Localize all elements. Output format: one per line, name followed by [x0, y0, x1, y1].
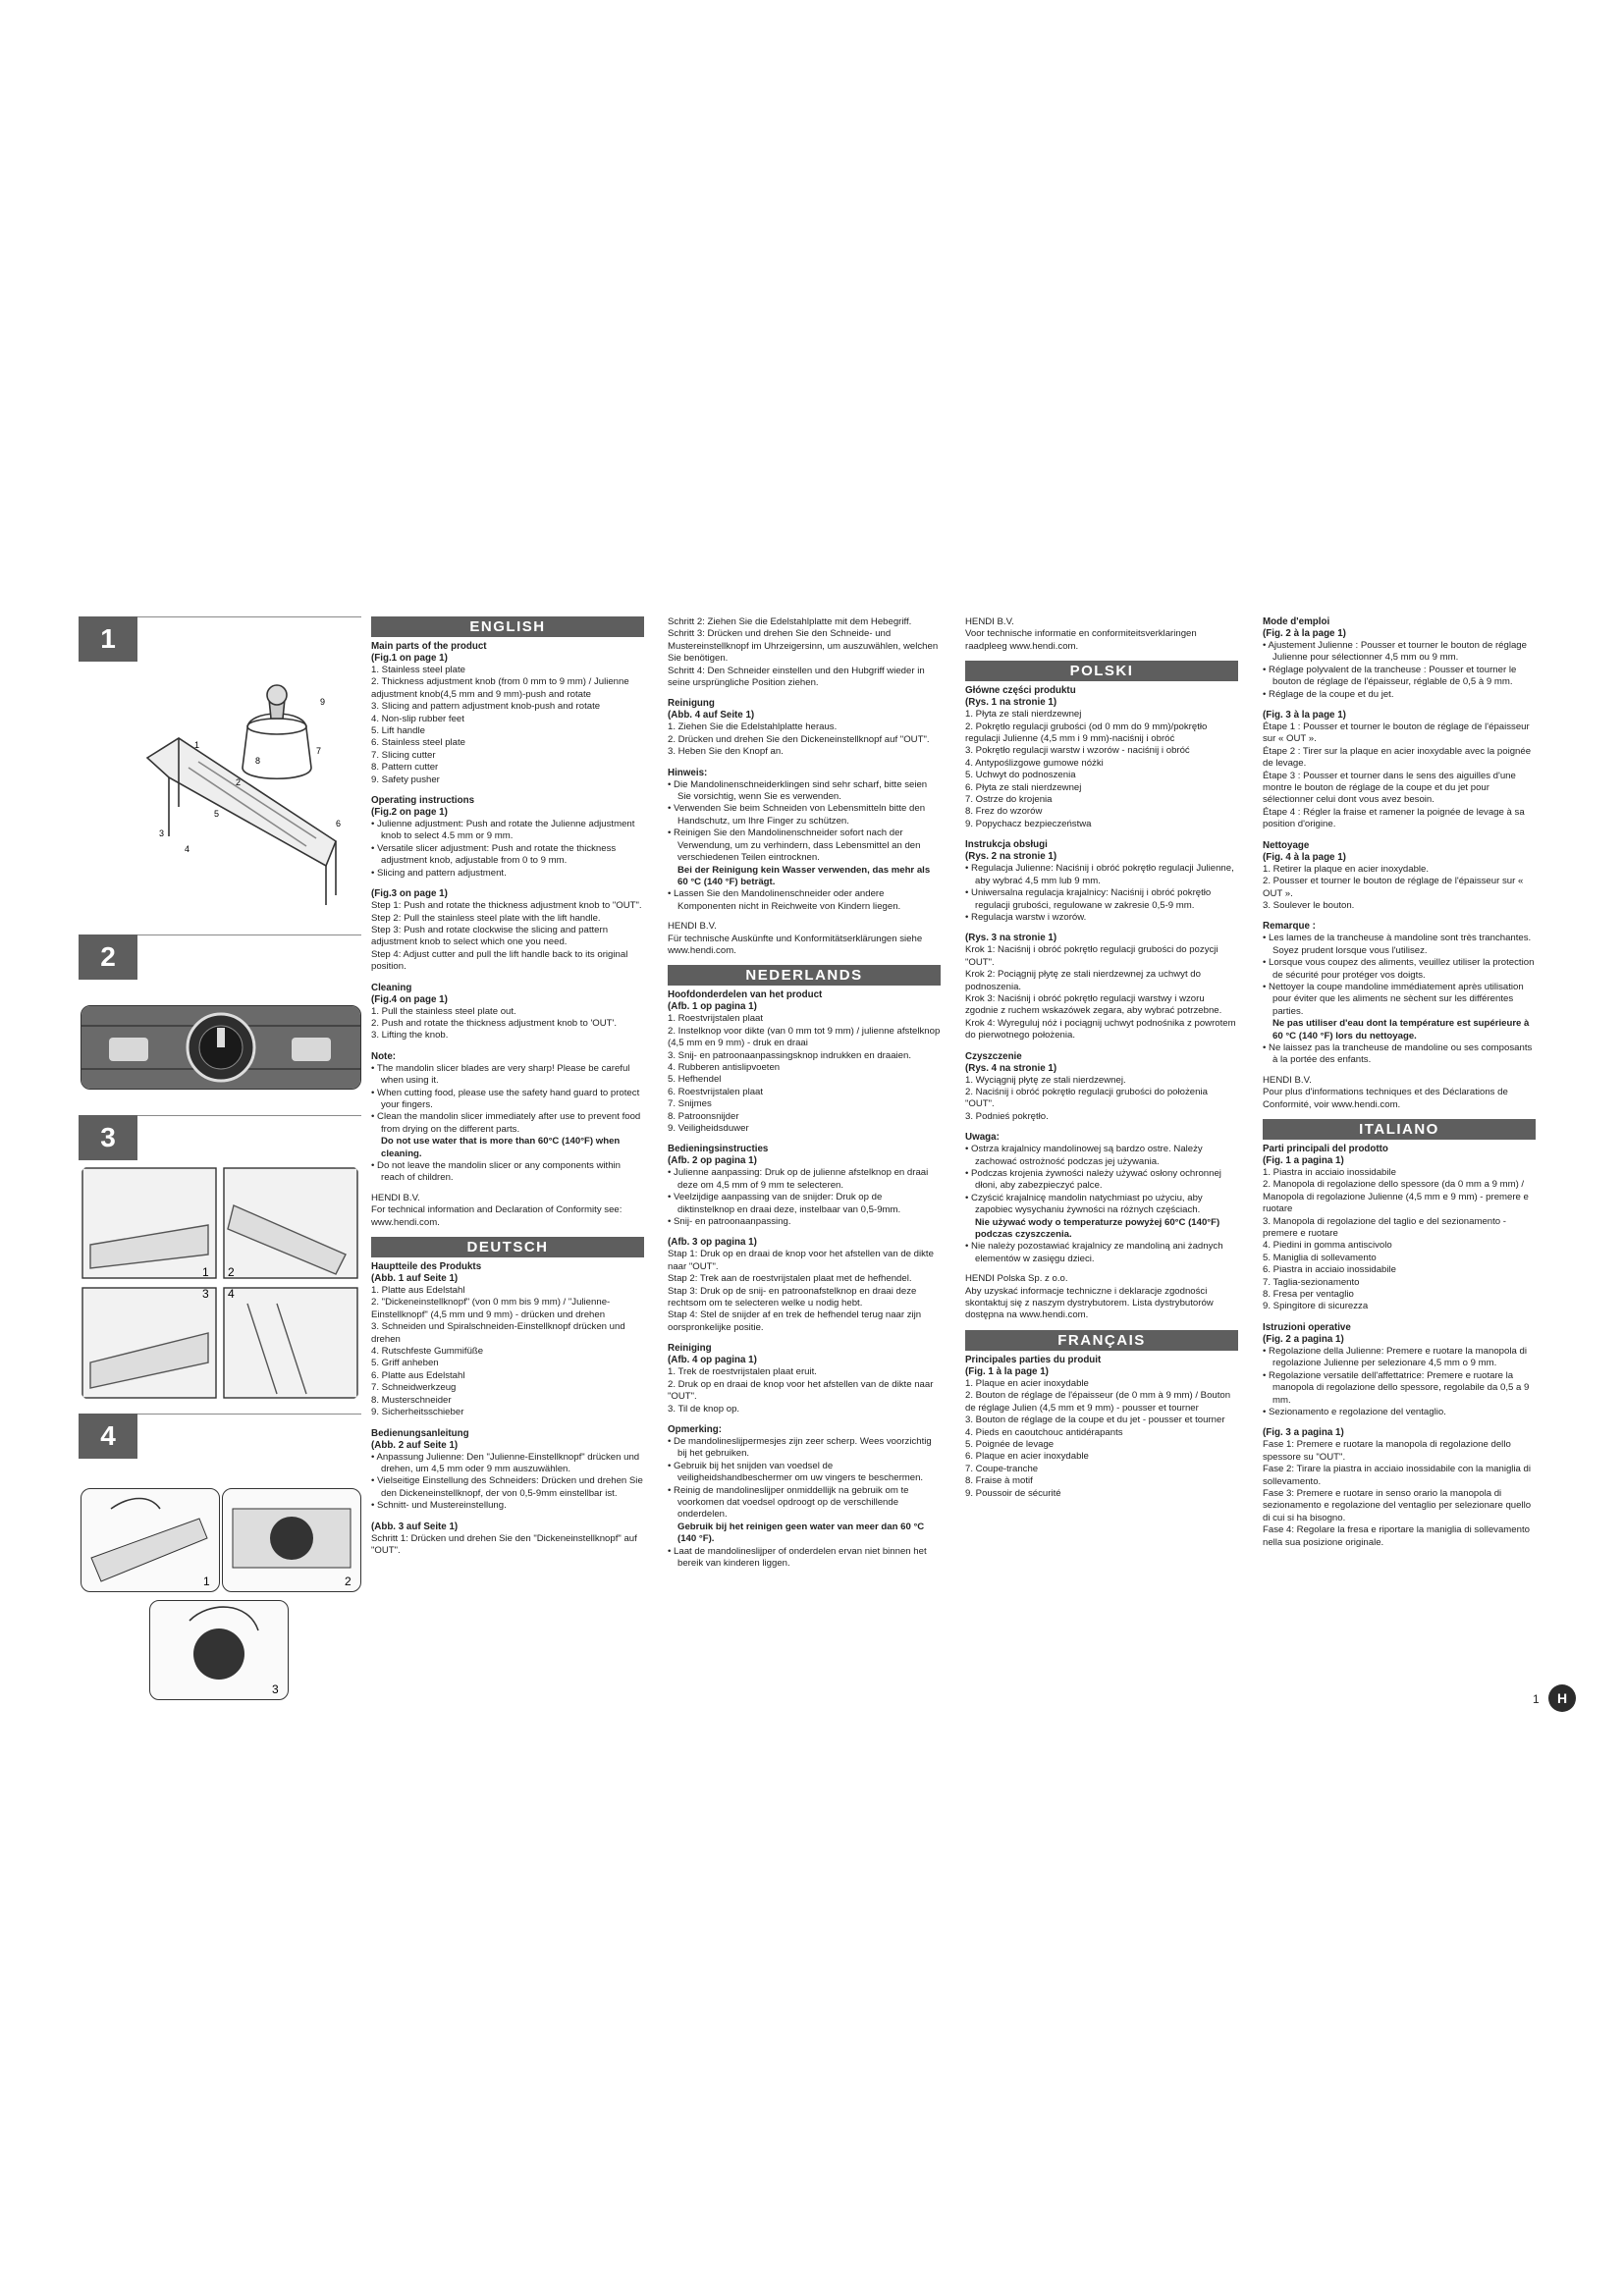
- operating-list: [371, 819, 644, 880]
- list-item: • Verwenden Sie beim Schneiden von Lebensmitteln bitte den Handschutz, um Ihre Finger zu schützen.: [668, 803, 941, 828]
- figure-ref: (Fig. 3 a pagina 1): [1263, 1427, 1344, 1439]
- list-item: 5. Maniglia di sollevamento: [1263, 1252, 1377, 1263]
- list-item: Krok 1: Naciśnij i obróć pokrętło regulacji grubości do pozycji "OUT".: [965, 944, 1218, 968]
- steps-list: [668, 616, 941, 689]
- steps-illustration: [81, 1166, 359, 1400]
- heading: Istruzioni operative: [1263, 1321, 1351, 1333]
- column-3: [965, 616, 1238, 1500]
- heading: Opmerking:: [668, 1423, 722, 1435]
- divider: [137, 616, 361, 617]
- heading: Note:: [371, 1050, 397, 1062]
- steps-list: [371, 1533, 644, 1558]
- cleaning-list: [1263, 864, 1536, 913]
- heading: Uwaga:: [965, 1132, 1000, 1144]
- heading: Parti principali del prodotto: [1263, 1144, 1388, 1154]
- note-list: [668, 779, 941, 913]
- list-item: 2. Naciśnij i obróć pokrętło regulacji grubości do położenia "OUT".: [965, 1086, 1208, 1110]
- section-title-francais: FRANÇAIS: [965, 1330, 1238, 1351]
- cleaning-list: [668, 721, 941, 758]
- parts-list: [668, 1013, 941, 1135]
- figure-ref: (Fig. 2 a pagina 1): [1263, 1333, 1344, 1345]
- warning-text: [668, 865, 941, 889]
- list-item: 8. Musterschneider: [371, 1394, 452, 1406]
- list-item: 9. Spingitore di sicurezza: [1263, 1301, 1369, 1312]
- figure-1: [79, 616, 361, 931]
- section-title-polski: POLSKI: [965, 661, 1238, 681]
- list-item: • Les lames de la trancheuse à mandoline sont très tranchantes. Soyez prudent lorsque vous l'utilisez.: [1263, 933, 1536, 957]
- list-item: 2. Instelknop voor dikte (van 0 mm tot 9 mm) / julienne afstelknop (4,5 mm en 9 mm) - druk en draai: [668, 1025, 941, 1049]
- list-item: 4. Piedini in gomma antiscivolo: [1263, 1240, 1392, 1252]
- warning-text: [965, 1217, 1238, 1242]
- list-item: • Slicing and pattern adjustment.: [371, 868, 644, 880]
- heading: Cleaning: [371, 982, 412, 993]
- parts-list: [371, 1285, 644, 1418]
- list-item: 7. Schneidwerkzeug: [371, 1382, 457, 1394]
- callout-7: 7: [316, 746, 322, 756]
- list-item: • Ne laissez pas la trancheuse de mandoline ou ses composants à la portée des enfants.: [1263, 1042, 1536, 1067]
- figure-ref: (Abb. 2 auf Seite 1): [371, 1439, 459, 1451]
- list-item: Krok 4: Wyreguluj nóż i pociągnij uchwyt podnośnika z powrotem do pierwotnego położenia.: [965, 1017, 1236, 1041]
- list-item: 6. Roestvrijstalen plaat: [668, 1086, 764, 1097]
- list-item: • The mandolin slicer blades are very sharp! Please be careful when using it.: [371, 1063, 644, 1088]
- figure-ref: (Afb. 4 op pagina 1): [668, 1355, 757, 1366]
- heading: Mode d'emploi: [1263, 616, 1330, 627]
- heading: Operating instructions: [371, 795, 475, 807]
- panel-label-1: 1: [202, 1265, 209, 1279]
- cleaning-list: [371, 1006, 644, 1042]
- list-item: • Podczas krojenia żywności należy używać osłony ochronnej dłoni, aby zabezpieczyć palce.: [965, 1168, 1238, 1193]
- figure-ref: (Rys. 4 na stronie 1): [965, 1062, 1057, 1074]
- list-item: 4. Antypoślizgowe gumowe nóżki: [965, 757, 1104, 769]
- warning-bold: Bei der Reinigung kein Wasser verwenden, das mehr als 60 °C (140 °F) beträgt.: [677, 864, 931, 887]
- list-item: • Lorsque vous coupez des aliments, veuillez utiliser la protection de sécurité pour protéger vos doigts.: [1263, 957, 1536, 982]
- callout-2: 2: [236, 777, 242, 787]
- list-item: Fase 2: Tirare la piastra in acciaio inossidabile con la maniglia di sollevamento.: [1263, 1464, 1532, 1487]
- list-item: Step 2: Pull the stainless steel plate with the lift handle.: [371, 912, 601, 924]
- steps-list: [1263, 1439, 1536, 1549]
- list-item: • Die Mandolinenschneiderklingen sind sehr scharf, bitte seien Sie vorsichtig, wenn Sie es verwenden.: [668, 779, 941, 804]
- section-title-nederlands: NEDERLANDS: [668, 965, 941, 986]
- list-item: • Sezionamento e regolazione del ventaglio.: [1263, 1407, 1536, 1418]
- list-item: Fase 3: Premere e ruotare in senso orario la manopola di sezionamento e regolazione del ventaglio per selezionare quello di cui si ha bisogno.: [1263, 1487, 1532, 1523]
- mandoline-slicer-illustration: [139, 669, 357, 915]
- section-title-english: ENGLISH: [371, 616, 644, 637]
- list-item: • Uniwersalna regulacja krajalnicy: Naciśnij i obróć pokrętło regulacji grubości, regulowane w zakresie 0,5-9 mm.: [965, 887, 1238, 912]
- warning-text: [668, 1522, 941, 1546]
- conformity-text: Voor technische informatie en conformiteitsverklaringen raadpleeg www.hendi.com.: [965, 628, 1197, 652]
- list-item: • Reinigen Sie den Mandolinenschneider sofort nach der Verwendung, um zu verhindern, dass Lebensmittel an den verschiedenen Teilen eintrocknen.: [668, 828, 941, 864]
- parts-list: [1263, 1167, 1536, 1313]
- note-list: [965, 1144, 1238, 1265]
- conformity-text: Aby uzyskać informacje techniczne i deklaracje zgodności skontaktuj się z naszym dystrybutorem. Lista dystrybutorów dostępna na www.hendi.com.: [965, 1285, 1214, 1321]
- list-item: 3. Heben Sie den Knopf an.: [668, 746, 784, 758]
- warning-bold: Gebruik bij het reinigen geen water van meer dan 60 °C (140 °F).: [677, 1521, 925, 1545]
- list-item: • Czyścić krajalnicę mandolin natychmiast po użyciu, aby zapobiec wysychaniu żywności na różnych częściach.: [965, 1193, 1238, 1217]
- figure-ref: (Abb. 3 auf Seite 1): [371, 1521, 459, 1532]
- list-item: 2. Thickness adjustment knob (from 0 mm to 9 mm) / Julienne adjustment knob(4,5 mm and 9 mm)-push and rotate: [371, 676, 629, 700]
- section-title-deutsch: DEUTSCH: [371, 1237, 644, 1257]
- panel-label-1: 1: [203, 1575, 210, 1588]
- list-item: 2. Push and rotate the thickness adjustment knob to 'OUT'.: [371, 1017, 618, 1029]
- figure-ref: (Afb. 2 op pagina 1): [668, 1155, 757, 1167]
- list-item: • Regolazione della Julienne: Premere e ruotare la manopola di regolazione Julienne per selezionare 4,5 mm o 9 mm.: [1263, 1346, 1536, 1370]
- cleaning-step-2: [222, 1488, 361, 1592]
- list-item: • Snij- en patroonaanpassing.: [668, 1216, 941, 1228]
- list-item: • Ostrza krajalnicy mandolinowej są bardzo ostre. Należy zachować ostrożność podczas jej używania.: [965, 1144, 1238, 1168]
- figure-2: [79, 934, 361, 1111]
- list-item: 3. Podnieś pokrętło.: [965, 1110, 1049, 1122]
- parts-list: [965, 709, 1238, 830]
- list-item: 8. Pattern cutter: [371, 762, 439, 774]
- list-item: 2. "Dickeneinstellknopf" (von 0 mm bis 9 mm) / "Julienne-Einstellknopf" (4,5 mm und 9 mm) - drücken und drehen: [371, 1297, 611, 1320]
- panel-label-3: 3: [202, 1287, 209, 1301]
- list-item: 3. Manopola di regolazione del taglio e del sezionamento - premere e ruotare: [1263, 1215, 1506, 1240]
- cleaning-list: [965, 1075, 1238, 1124]
- list-item: 4. Rutschfeste Gummifüße: [371, 1346, 484, 1358]
- figure-ref: (Abb. 4 auf Seite 1): [668, 710, 755, 721]
- list-item: 7. Snijmes: [668, 1098, 712, 1110]
- list-item: • Réglage polyvalent de la trancheuse : Pousser et tourner le bouton de réglage de l'épaisseur, réglable de 0,5 à 9 mm.: [1263, 665, 1536, 689]
- list-item: Schritt 2: Ziehen Sie die Edelstahlplatte mit dem Hebegriff.: [668, 616, 912, 627]
- list-item: • Reinig de mandolineslijper onmiddellijk na gebruik om te voorkomen dat voedsel opdroogt op de verschillende onderdelen.: [668, 1485, 941, 1522]
- divider: [137, 934, 361, 935]
- heading: Czyszczenie: [965, 1050, 1022, 1062]
- list-item: 8. Fraise à motif: [965, 1475, 1033, 1487]
- list-item: Krok 2: Pociągnij płytę ze stali nierdzewnej za uchwyt do podnoszenia.: [965, 969, 1201, 992]
- brand: HENDI B.V.: [965, 616, 1014, 627]
- list-item: Krok 3: Naciśnij i obróć pokrętło regulacji warstwy i wzoru zgodnie z ruchem wskazówek zegara, aby wybrać potrzebne.: [965, 992, 1222, 1017]
- panel-label-4: 4: [228, 1287, 235, 1301]
- heading: Reinigung: [668, 698, 715, 710]
- figure-ref: (Rys. 1 na stronie 1): [965, 697, 1057, 709]
- list-item: 5. Lift handle: [371, 725, 425, 737]
- list-item: Step 1: Push and rotate the thickness adjustment knob to "OUT".: [371, 900, 642, 912]
- list-item: Step 3: Push and rotate clockwise the slicing and pattern adjustment knob to select which one you need.: [371, 924, 609, 948]
- warning-bold: Do not use water that is more than 60°C (140°F) when cleaning.: [381, 1136, 621, 1159]
- figure-4: [79, 1414, 361, 1696]
- list-item: 6. Plaque en acier inoxydable: [965, 1451, 1089, 1463]
- figure-ref: (Abb. 1 auf Seite 1): [371, 1273, 459, 1285]
- figure-strip: [79, 616, 361, 1696]
- list-item: 9. Popychacz bezpieczeństwa: [965, 818, 1092, 829]
- callout-4: 4: [185, 844, 190, 854]
- list-item: Schritt 3: Drücken und drehen Sie den Schneide- und Mustereinstellknopf im Uhrzeigersinn, um auszuwählen, welchen Sie benötigen.: [668, 628, 939, 665]
- list-item: 2. Drücken und drehen Sie den Dickeneinstellknopf auf "OUT".: [668, 733, 930, 745]
- heading: Bedieningsinstructies: [668, 1144, 769, 1155]
- list-item: 5. Griff anheben: [371, 1358, 439, 1369]
- figure-ref: (Fig.1 on page 1): [371, 653, 448, 664]
- section-title-italiano: ITALIANO: [1263, 1119, 1536, 1140]
- figure-ref: (Afb. 3 op pagina 1): [668, 1237, 757, 1249]
- cleaning-step-3: [149, 1600, 289, 1700]
- mandoline-slicer-diagram: [139, 669, 357, 915]
- list-item: • Do not leave the mandolin slicer or any components within reach of children.: [371, 1160, 644, 1185]
- list-item: 2. Druk op en draai de knop voor het afstellen van de dikte naar "OUT".: [668, 1378, 934, 1403]
- operating-list: [668, 1167, 941, 1228]
- column-1: [371, 616, 644, 1557]
- list-item: • Veelzijdige aanpassing van de snijder: Druk op de diktinstelknop en draai deze, instelbaar van 0,5-9mm.: [668, 1192, 941, 1216]
- heading: Instrukcja obsługi: [965, 839, 1048, 851]
- heading: Hoofdonderdelen van het product: [668, 989, 823, 1001]
- list-item: 8. Patroonsnijder: [668, 1110, 739, 1122]
- list-item: 4. Non-slip rubber feet: [371, 713, 464, 724]
- list-item: Schritt 4: Den Schneider einstellen und den Hubgriff wieder in seine ursprüngliche Position ziehen.: [668, 665, 925, 689]
- list-item: Étape 4 : Régler la fraise et ramener la poignée de levage à sa position d'origine.: [1263, 806, 1525, 830]
- list-item: 6. Płyta ze stali nierdzewnej: [965, 781, 1082, 793]
- figure-number: 3: [79, 1115, 137, 1160]
- list-item: • De mandolineslijpermesjes zijn zeer scherp. Wees voorzichtig bij het gebruiken.: [668, 1436, 941, 1461]
- figure-ref: (Fig. 3 à la page 1): [1263, 710, 1346, 721]
- list-item: • Lassen Sie den Mandolinenschneider oder andere Komponenten nicht in Reichweite von Kindern liegen.: [668, 888, 941, 913]
- list-item: 6. Stainless steel plate: [371, 737, 465, 749]
- list-item: Stap 4: Stel de snijder af en trek de hefhendel terug naar zijn oorspronkelijke positie.: [668, 1309, 922, 1333]
- list-item: 7. Taglia-sezionamento: [1263, 1276, 1360, 1288]
- list-item: Stap 2: Trek aan de roestvrijstalen plaat met de hefhendel.: [668, 1273, 912, 1285]
- list-item: 2. Pousser et tourner le bouton de réglage de l'épaisseur sur « OUT ».: [1263, 876, 1524, 899]
- list-item: 1. Platte aus Edelstahl: [371, 1285, 465, 1297]
- list-item: 7. Ostrze do krojenia: [965, 794, 1053, 806]
- heading: Hinweis:: [668, 767, 708, 778]
- list-item: • Nie należy pozostawiać krajalnicy ze mandoliną ani żadnych elementów w zasięgu dzieci.: [965, 1241, 1238, 1265]
- list-item: • Regolazione versatile dell'affettatrice: Premere e ruotare la manopola di regolazione dello spessore, regolabile da 0,5 a 9 mm.: [1263, 1370, 1536, 1407]
- operating-list: [1263, 1346, 1536, 1418]
- list-item: 3. Lifting the knob.: [371, 1030, 449, 1041]
- list-item: • Schnitt- und Mustereinstellung.: [371, 1500, 644, 1512]
- callout-3: 3: [159, 828, 165, 838]
- list-item: • Versatile slicer adjustment: Push and rotate the thickness adjustment knob, adjustable from 0 to 9 mm.: [371, 843, 644, 868]
- callout-6: 6: [336, 819, 342, 828]
- conformity-text: Pour plus d'informations techniques et des Déclarations de Conformité, voir www.hendi.com.: [1263, 1087, 1508, 1110]
- heading: Bedienungsanleitung: [371, 1427, 469, 1439]
- list-item: 3. Pokrętło regulacji warstw i wzorów - naciśnij i obróć: [965, 745, 1190, 757]
- callout-1: 1: [194, 740, 200, 750]
- steps-list: [1263, 721, 1536, 831]
- list-item: • Gebruik bij het snijden van voedsel de veiligheidshandbeschermer om uw vingers te beschermen.: [668, 1461, 941, 1485]
- list-item: Schritt 1: Drücken und drehen Sie den "Dickeneinstellknopf" auf "OUT".: [371, 1532, 637, 1556]
- list-item: • Laat de mandolineslijper of onderdelen ervan niet binnen het bereik van kinderen liggen.: [668, 1546, 941, 1571]
- figure-ref: (Fig.3 on page 1): [371, 888, 448, 900]
- steps-list: [371, 900, 644, 973]
- list-item: Step 4: Adjust cutter and pull the lift handle back to its original position.: [371, 948, 628, 973]
- list-item: • Clean the mandolin slicer immediately after use to prevent food from drying on the different parts.: [371, 1111, 644, 1136]
- list-item: 3. Slicing and pattern adjustment knob-push and rotate: [371, 701, 601, 713]
- conformity-text: For technical information and Declaration of Conformity see: www.hendi.com.: [371, 1204, 623, 1228]
- list-item: 9. Sicherheitsschieber: [371, 1407, 464, 1418]
- heading: Main parts of the product: [371, 641, 487, 652]
- list-item: 2. Bouton de réglage de l'épaisseur (de 0 mm à 9 mm) / Bouton de réglage Julien (4,5 mm et 9 mm) - pousser et tourner: [965, 1390, 1231, 1414]
- list-item: Étape 1 : Pousser et tourner le bouton de réglage de l'épaisseur sur « OUT ».: [1263, 721, 1530, 745]
- operating-list: [965, 863, 1238, 924]
- panel-label-3: 3: [272, 1682, 279, 1696]
- figure-ref: (Afb. 1 op pagina 1): [668, 1001, 757, 1013]
- note-list: [1263, 933, 1536, 1066]
- figure-ref: (Rys. 2 na stronie 1): [965, 851, 1057, 863]
- operating-list: [1263, 640, 1536, 701]
- figure-number: 1: [79, 616, 137, 662]
- figure-ref: (Fig. 1 à la page 1): [965, 1365, 1049, 1377]
- column-4: [1263, 616, 1536, 1549]
- column-2: [668, 616, 941, 1570]
- list-item: • Réglage de la coupe et du jet.: [1263, 689, 1536, 701]
- warning-bold: Nie używać wody o temperaturze powyżej 60°C (140°F) podczas czyszczenia.: [975, 1216, 1220, 1241]
- list-item: Stap 1: Druk op en draai de knop voor het afstellen van de dikte naar "OUT".: [668, 1249, 934, 1272]
- list-item: 1. Wyciągnij płytę ze stali nierdzewnej.: [965, 1074, 1126, 1086]
- list-item: 5. Hefhendel: [668, 1074, 722, 1086]
- list-item: Fase 1: Premere e ruotare la manopola di regolazione dello spessore su "OUT".: [1263, 1439, 1511, 1463]
- callout-5: 5: [214, 809, 220, 819]
- warning-text: [371, 1136, 644, 1160]
- list-item: 3. Til de knop op.: [668, 1403, 740, 1415]
- figure-3: [79, 1115, 361, 1410]
- list-item: 3. Snij- en patroonaanpassingsknop indrukken en draaien.: [668, 1049, 912, 1061]
- divider: [137, 1414, 361, 1415]
- list-item: 1. Płyta ze stali nierdzewnej: [965, 709, 1082, 721]
- list-item: 5. Uchwyt do podnoszenia: [965, 770, 1076, 781]
- list-item: 6. Platte aus Edelstahl: [371, 1369, 465, 1381]
- list-item: • Ajustement Julienne : Pousser et tourner le bouton de réglage Julienne pour sélectionner 4,5 mm ou 9 mm.: [1263, 640, 1536, 665]
- page-number: 1: [1533, 1692, 1540, 1706]
- list-item: 1. Piastra in acciaio inossidabile: [1263, 1167, 1396, 1178]
- list-item: 5. Poignée de levage: [965, 1438, 1055, 1450]
- list-item: 1. Plaque en acier inoxydable: [965, 1377, 1089, 1389]
- callout-8: 8: [255, 756, 261, 766]
- panel-label-2: 2: [345, 1575, 352, 1588]
- knob-adjustment-illustration: [81, 1005, 361, 1090]
- hendi-logo-icon: H: [1548, 1684, 1576, 1712]
- list-item: • Regulacja warstw i wzorów.: [965, 912, 1238, 924]
- list-item: 4. Rubberen antislipvoeten: [668, 1061, 781, 1073]
- panel-label-2: 2: [228, 1265, 235, 1279]
- heading: Główne części produktu: [965, 685, 1076, 697]
- list-item: 1. Trek de roestvrijstalen plaat eruit.: [668, 1366, 817, 1378]
- warning-bold: Ne pas utiliser d'eau dont la température est supérieure à 60 °C (140 °F) lors du nettoyage.: [1272, 1018, 1530, 1041]
- list-item: • Nettoyer la coupe mandoline immédiatement après utilisation pour éviter que les aliments ne sèchent sur les différentes parties.: [1263, 982, 1536, 1018]
- list-item: 7. Slicing cutter: [371, 749, 436, 761]
- list-item: 1. Ziehen Sie die Edelstahlplatte heraus.: [668, 721, 838, 733]
- parts-list: [371, 665, 644, 786]
- list-item: 3. Schneiden und Spiralschneiden-Einstellknopf drücken und drehen: [371, 1321, 625, 1345]
- cleaning-step-1: [81, 1488, 220, 1592]
- figure-ref: (Fig. 2 à la page 1): [1263, 628, 1346, 639]
- list-item: 1. Retirer la plaque en acier inoxydable.: [1263, 863, 1430, 875]
- note-list: [371, 1063, 644, 1185]
- cleaning-list: [668, 1366, 941, 1415]
- callout-9: 9: [320, 697, 326, 707]
- heading: Nettoyage: [1263, 839, 1310, 851]
- manual-sheet: [79, 616, 1581, 1706]
- figure-number: 2: [79, 934, 137, 980]
- figure-ref: (Rys. 3 na stronie 1): [965, 933, 1057, 944]
- list-item: 8. Fresa per ventaglio: [1263, 1289, 1354, 1301]
- figure-ref: (Fig. 1 a pagina 1): [1263, 1155, 1344, 1166]
- list-item: 3. Bouton de réglage de la coupe et du jet - pousser et tourner: [965, 1415, 1225, 1426]
- list-item: 9. Poussoir de sécurité: [965, 1487, 1061, 1499]
- list-item: • Julienne adjustment: Push and rotate the Julienne adjustment knob to select 4.5 mm or 9 mm.: [371, 819, 644, 843]
- figure-ref: (Fig.4 on page 1): [371, 993, 448, 1005]
- list-item: 6. Piastra in acciaio inossidabile: [1263, 1264, 1396, 1276]
- figure-number: 4: [79, 1414, 137, 1459]
- heading: Remarque :: [1263, 921, 1316, 933]
- list-item: Étape 2 : Tirer sur la plaque en acier inoxydable avec la poignée de levage.: [1263, 745, 1532, 770]
- list-item: 7. Coupe-tranche: [965, 1463, 1039, 1474]
- list-item: 2. Manopola di regolazione dello spessore (da 0 mm a 9 mm) / Manopola di regolazione Julienne (4,5 mm e 9 mm) - premere e ruotare: [1263, 1179, 1529, 1215]
- list-item: Étape 3 : Pousser et tourner dans le sens des aiguilles d'une montre le bouton de réglage de la coupe et du jet pour sélectionner celui dont vous avez besoin.: [1263, 770, 1516, 806]
- list-item: 4. Pieds en caoutchouc antidérapants: [965, 1426, 1123, 1438]
- brand: HENDI B.V.: [1263, 1074, 1312, 1086]
- heading: Principales parties du produit: [965, 1354, 1102, 1365]
- list-item: 1. Roestvrijstalen plaat: [668, 1013, 764, 1025]
- brand: HENDI B.V.: [668, 921, 717, 933]
- list-item: Fase 4: Regolare la fresa e riportare la maniglia di sollevamento nella sua posizione originale.: [1263, 1524, 1530, 1548]
- figure-ref: (Fig. 4 à la page 1): [1263, 851, 1346, 863]
- list-item: 9. Veiligheidsduwer: [668, 1123, 749, 1134]
- list-item: • Vielseitige Einstellung des Schneiders: Drücken und drehen Sie den Dickeneinstellknopf, der von 0,5-9mm einstellbar ist.: [371, 1475, 644, 1500]
- list-item: 9. Safety pusher: [371, 774, 440, 785]
- parts-list: [965, 1378, 1238, 1500]
- list-item: Stap 3: Druk op de snij- en patroonafstelknop en draai deze rechtsom om te selecteren welke u nodig hebt.: [668, 1285, 917, 1309]
- list-item: 1. Pull the stainless steel plate out.: [371, 1005, 516, 1017]
- brand: HENDI Polska Sp. z o.o.: [965, 1273, 1068, 1285]
- list-item: 8. Frez do wzorów: [965, 806, 1043, 818]
- divider: [137, 1115, 361, 1116]
- figure-ref: (Fig.2 on page 1): [371, 807, 448, 819]
- note-list: [668, 1436, 941, 1570]
- list-item: 2. Pokrętło regulacji grubości (od 0 mm do 9 mm)/pokrętło regulacji Julienne (4,5 mm i 9 mm)-naciśnij i obróć: [965, 721, 1208, 745]
- brand: HENDI B.V.: [371, 1192, 420, 1203]
- steps-list: [965, 944, 1238, 1041]
- list-item: • Julienne aanpassing: Druk op de julienne afstelknop en draai deze om 4,5 mm of 9 mm te selecteren.: [668, 1167, 941, 1192]
- conformity-text: Für technische Auskünfte und Konformitätserklärungen siehe www.hendi.com.: [668, 933, 923, 956]
- heading: Hauptteile des Produkts: [371, 1261, 482, 1273]
- list-item: • When cutting food, please use the safety hand guard to protect your fingers.: [371, 1088, 644, 1112]
- list-item: 3. Soulever le bouton.: [1263, 899, 1355, 911]
- steps-list: [668, 1249, 941, 1334]
- heading: Reiniging: [668, 1343, 712, 1355]
- warning-text: [1263, 1018, 1536, 1042]
- operating-list: [371, 1452, 644, 1513]
- list-item: • Regulacja Julienne: Naciśnij i obróć pokrętło regulacji Julienne, aby wybrać 4,5 mm lub 9 mm.: [965, 863, 1238, 887]
- list-item: • Anpassung Julienne: Den "Julienne-Einstellknopf" drücken und drehen, um 4,5 mm oder 9 mm auszuwählen.: [371, 1452, 644, 1476]
- list-item: 1. Stainless steel plate: [371, 665, 465, 675]
